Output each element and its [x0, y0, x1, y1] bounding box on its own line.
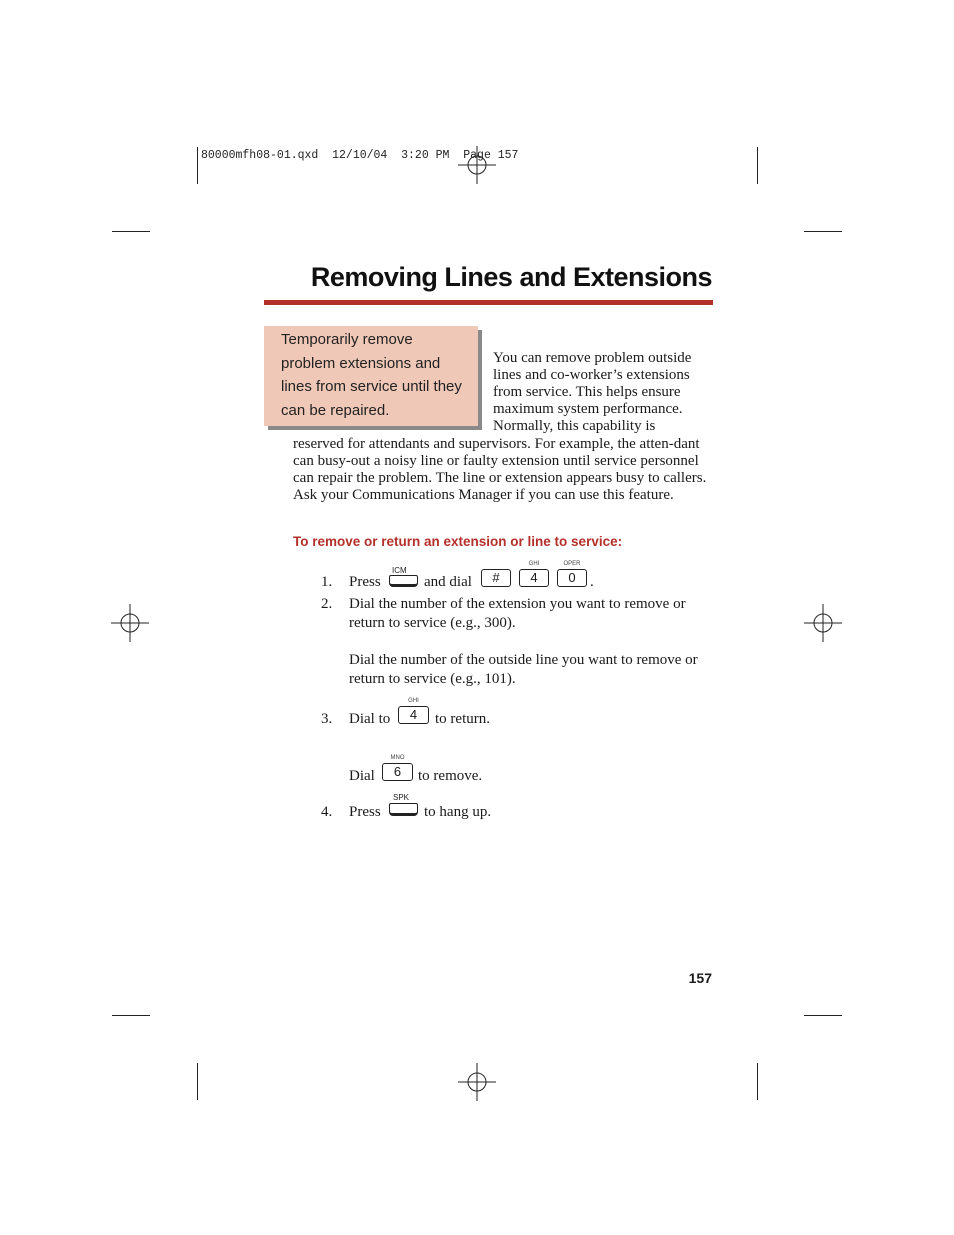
step-4-hang-up-text: to hang up.: [424, 804, 492, 820]
intro-paragraph-top: You can remove problem outside lines and co-worker’s extensions from service. This helps ensure maximum system performance. Normally, this capability is: [493, 350, 692, 434]
icm-key-label: ICM: [392, 566, 407, 575]
crop-mark: [804, 231, 842, 232]
registration-mark-icon: [804, 604, 842, 642]
step-number: 2.: [321, 596, 333, 612]
step-1-and-dial-text: and dial: [424, 574, 472, 590]
step-number: 4.: [321, 804, 333, 820]
step-2-text-line: Dial the number of the outside line you want to remove or return to service (e.g., 101).: [349, 652, 698, 687]
key-0-icon: 0: [557, 569, 587, 587]
step-4-press-text: Press: [349, 804, 381, 820]
spk-key-icon: [389, 803, 418, 816]
pound-key-icon: #: [481, 569, 511, 587]
printer-slug: 80000mfh08-01.qxd 12/10/04 3:20 PM Page 157: [201, 149, 519, 162]
sidebar-note: [264, 326, 478, 426]
step-2-text-extension: Dial the number of the extension you want to remove or return to service (e.g., 300).: [349, 596, 686, 631]
step-3-dial-text: Dial: [349, 768, 375, 784]
registration-mark-icon: [458, 146, 496, 184]
registration-mark-icon: [458, 1063, 496, 1101]
page-number: 157: [688, 970, 712, 986]
crop-mark: [757, 1063, 758, 1100]
crop-mark: [112, 231, 150, 232]
key-4-icon: 4: [519, 569, 549, 587]
spk-key-label: SPK: [393, 793, 410, 802]
step-1-press-text: Press: [349, 574, 381, 590]
step-3-to-remove-text: to remove.: [418, 768, 483, 784]
icm-key-icon: [389, 575, 418, 587]
crop-mark: [112, 1015, 150, 1016]
key-6-icon: 6: [382, 763, 413, 781]
key-letters-label: GHI: [408, 698, 419, 704]
step-3-dial-to-text: Dial to: [349, 711, 391, 727]
step-1-period: .: [590, 574, 594, 590]
step-3-to-return-text: to return.: [435, 711, 490, 727]
key-4-icon: 4: [398, 706, 429, 724]
title-rule: [264, 300, 713, 305]
key-letters-label: GHI: [528, 561, 540, 567]
key-letters-label: OPER: [563, 561, 581, 567]
crop-mark: [804, 1015, 842, 1016]
page-title: Removing Lines and Extensions: [310, 262, 712, 292]
step-number: 3.: [321, 711, 333, 727]
sidebar-note-text: Temporarily remove problem extensions and lines from service until they can be repaired.: [281, 331, 462, 419]
crop-mark: [197, 147, 198, 184]
step-number: 1.: [321, 574, 333, 590]
crop-mark: [197, 1063, 198, 1100]
procedure-heading: To remove or return an extension or line to service:: [293, 534, 623, 549]
crop-mark: [757, 147, 758, 184]
registration-mark-icon: [111, 604, 149, 642]
intro-paragraph-bottom: reserved for attendants and supervisors. For example, the atten-dant can busy-out a noisy line or faulty extension until service personnel can repair the problem. The line or extension appears busy to callers. Ask your Communications Manager if you can use this feature.: [293, 436, 707, 503]
key-letters-label: MNO: [390, 755, 405, 761]
